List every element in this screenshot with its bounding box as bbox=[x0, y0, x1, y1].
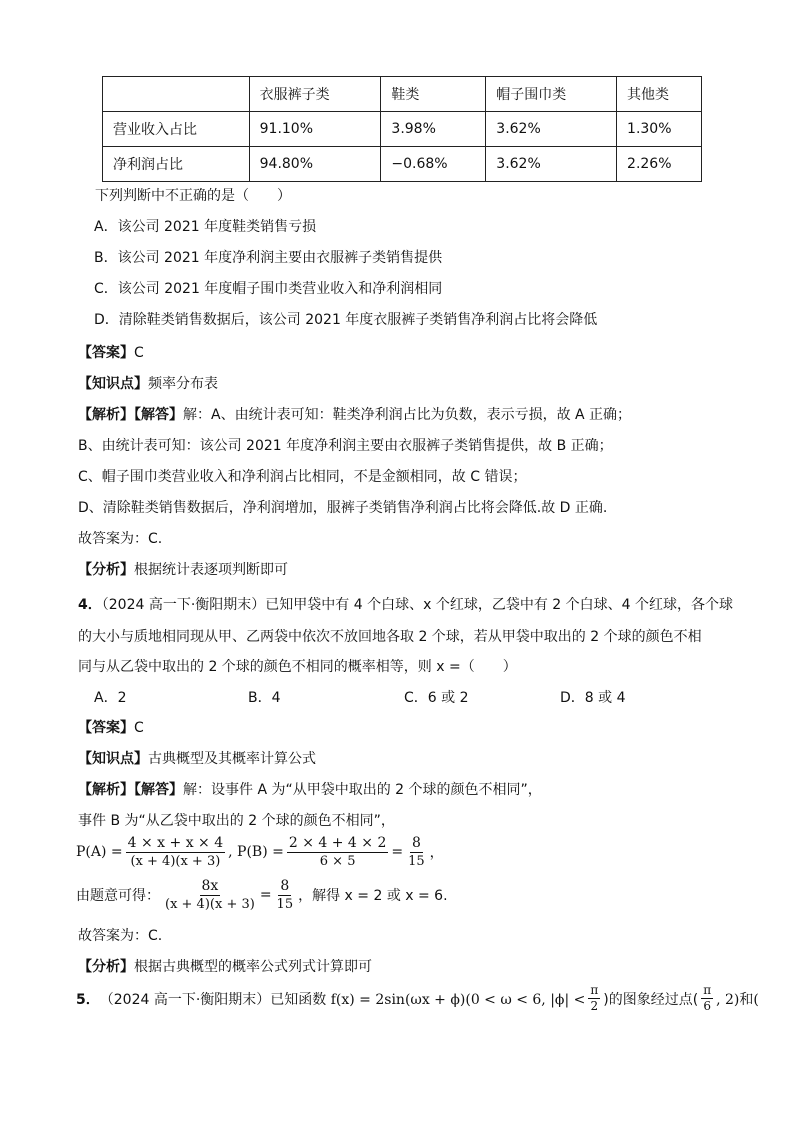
q4-answer bbox=[78, 718, 144, 738]
answer-tag: 【答案】 bbox=[78, 720, 134, 736]
q4-option-d: D．8 或 4 bbox=[560, 690, 626, 706]
formula-tail: ，解得 x = 2 或 x = 6. bbox=[298, 888, 448, 904]
equals-sign: = bbox=[391, 844, 404, 860]
knowledge-tag: 【知识点】 bbox=[78, 376, 148, 392]
fraction-denominator: (x + 4)(x + 3) bbox=[130, 854, 221, 869]
fraction bbox=[588, 984, 600, 1013]
table-row bbox=[103, 112, 702, 147]
fraction-numerator: 8x bbox=[201, 878, 219, 894]
fraction bbox=[701, 984, 713, 1013]
q3-method bbox=[78, 560, 288, 580]
table-cell: 3.62% bbox=[486, 147, 617, 182]
fraction-denominator: 2 bbox=[590, 999, 599, 1013]
analysis-line: 解：A、由统计表可知：鞋类净利润占比为负数，表示亏损，故 A 正确； bbox=[183, 407, 632, 423]
question-number: 5． bbox=[76, 991, 100, 1008]
analysis-line: 事件 B 为“从乙袋中取出的 2 个球的颜色不相同”， bbox=[78, 813, 395, 829]
answer-value: C bbox=[134, 345, 144, 361]
q3-conclusion: 故答案为：C. bbox=[78, 531, 163, 547]
table-header-cell: 鞋类 bbox=[381, 77, 486, 112]
q3-option-b: B．该公司 2021 年度净利润主要由衣服裤子类销售提供 bbox=[94, 250, 443, 266]
q4-stem-line: 同与从乙袋中取出的 2 个球的颜色不相同的概率相等，则 x =（ ） bbox=[78, 659, 517, 675]
analysis-line: C、帽子围巾类营业收入和净利润占比相同，不是金额相同，故 C 错误； bbox=[78, 469, 527, 485]
q4-stem-line: 的大小与质地相同现从甲、乙两袋中依次不放回地各取 2 个球，若从甲袋中取出的 2 个球的颜色不相 bbox=[78, 629, 702, 645]
analysis-tag: 【解析】【解答】 bbox=[78, 782, 183, 798]
table-cell: 1.30% bbox=[617, 112, 702, 147]
analysis-tag: 【解析】【解答】 bbox=[78, 407, 183, 423]
method-value: 根据统计表逐项判断即可 bbox=[134, 562, 288, 578]
table-header-cell: 帽子围巾类 bbox=[486, 77, 617, 112]
probability-formula bbox=[76, 835, 444, 869]
q4-option-a: A．2 bbox=[94, 690, 127, 706]
question-text: 已知甲袋中有 4 个白球、x 个红球，乙袋中有 2 个白球、4 个红球，各个球 bbox=[265, 597, 733, 613]
method-tag: 【分析】 bbox=[78, 562, 134, 578]
table-cell: 94.80% bbox=[249, 147, 381, 182]
table-header-row bbox=[103, 77, 702, 112]
q4-method bbox=[78, 957, 372, 977]
analysis-line: D、清除鞋类销售数据后，净利润增加，服裤子类销售净利润占比将会降低.故 D 正确. bbox=[78, 500, 608, 516]
table-cell: 91.10% bbox=[249, 112, 381, 147]
table-row bbox=[103, 147, 702, 182]
q3-option-c: C．该公司 2021 年度帽子围巾类营业收入和净利润相同 bbox=[94, 281, 443, 297]
q3-analysis bbox=[78, 405, 631, 425]
formula-tail: ， bbox=[429, 845, 444, 861]
question-text: 已知函数 f(x) = 2sin(ωx + ϕ)(0 < ω < 6, |ϕ| < bbox=[270, 991, 586, 1008]
knowledge-value: 古典概型及其概率计算公式 bbox=[148, 751, 316, 767]
q4-knowledge bbox=[78, 749, 316, 769]
q3-knowledge bbox=[78, 374, 218, 394]
q3-answer bbox=[78, 343, 144, 363]
table-header-cell: 衣服裤子类 bbox=[249, 77, 381, 112]
table-row-label: 净利润占比 bbox=[103, 147, 250, 182]
table-cell: 3.98% bbox=[381, 112, 486, 147]
analysis-line: B、由统计表可知：该公司 2021 年度净利润主要由衣服裤子类销售提供，故 B 正确； bbox=[78, 438, 613, 454]
knowledge-tag: 【知识点】 bbox=[78, 751, 148, 767]
table-cell: 2.26% bbox=[617, 147, 702, 182]
method-value: 根据古典概型的概率公式列式计算即可 bbox=[134, 959, 372, 975]
fraction-numerator: 4 × x + x × 4 bbox=[127, 835, 224, 851]
fraction-denominator: 6 × 5 bbox=[319, 854, 356, 869]
table-header-cell bbox=[103, 77, 250, 112]
analysis-line: 解：设事件 A 为“从甲袋中取出的 2 个球的颜色不相同”， bbox=[183, 782, 542, 798]
fraction-numerator: π bbox=[590, 983, 599, 997]
question-source: （2024 高一下·衡阳期末） bbox=[99, 991, 271, 1008]
question-source: （2024 高一下·衡阳期末） bbox=[101, 597, 266, 613]
answer-tag: 【答案】 bbox=[78, 345, 134, 361]
formula-lead: 由题意可得： bbox=[76, 888, 160, 904]
q4-conclusion: 故答案为：C. bbox=[78, 928, 163, 944]
formula-label: , P(B) = bbox=[228, 844, 284, 860]
q3-option-a: A．该公司 2021 年度鞋类销售亏损 bbox=[94, 219, 317, 235]
q3-stem: 下列判断中不正确的是（ ） bbox=[95, 188, 291, 204]
table-cell: 3.62% bbox=[486, 112, 617, 147]
question-text: )的图象经过点( bbox=[603, 991, 699, 1008]
formula-label: P(A) = bbox=[76, 844, 123, 860]
method-tag: 【分析】 bbox=[78, 959, 134, 975]
equals-sign: = bbox=[259, 887, 272, 903]
fraction-denominator: 15 bbox=[408, 854, 425, 869]
fraction bbox=[406, 835, 427, 869]
fraction-denominator: (x + 4)(x + 3) bbox=[165, 897, 255, 912]
q4-option-b: B．4 bbox=[248, 690, 281, 706]
fraction bbox=[275, 878, 296, 912]
equation-formula bbox=[76, 878, 448, 912]
sales-profit-table bbox=[102, 76, 702, 182]
q5-stem-line bbox=[76, 984, 759, 1013]
q4-option-c: C．6 或 2 bbox=[404, 690, 469, 706]
fraction-denominator: 6 bbox=[703, 999, 711, 1013]
q4-analysis bbox=[78, 780, 542, 800]
answer-value: C bbox=[134, 720, 144, 736]
q3-option-d: D．清除鞋类销售数据后，该公司 2021 年度衣服裤子类销售净利润占比将会降低 bbox=[94, 312, 598, 328]
knowledge-value: 频率分布表 bbox=[148, 376, 218, 392]
fraction-denominator: 15 bbox=[276, 897, 294, 912]
fraction-numerator: 2 × 4 + 4 × 2 bbox=[288, 835, 387, 851]
fraction bbox=[163, 878, 257, 912]
fraction-numerator: 8 bbox=[411, 835, 421, 851]
fraction bbox=[287, 835, 389, 869]
table-row-label: 营业收入占比 bbox=[103, 112, 250, 147]
table-header-cell: 其他类 bbox=[617, 77, 702, 112]
fraction-numerator: 8 bbox=[280, 878, 290, 894]
fraction-numerator: π bbox=[703, 983, 712, 997]
table-cell: −0.68% bbox=[381, 147, 486, 182]
q4-stem-line bbox=[78, 595, 733, 615]
question-number: 4． bbox=[78, 597, 102, 613]
question-text: , 2)和( bbox=[716, 991, 759, 1008]
fraction bbox=[126, 835, 226, 869]
